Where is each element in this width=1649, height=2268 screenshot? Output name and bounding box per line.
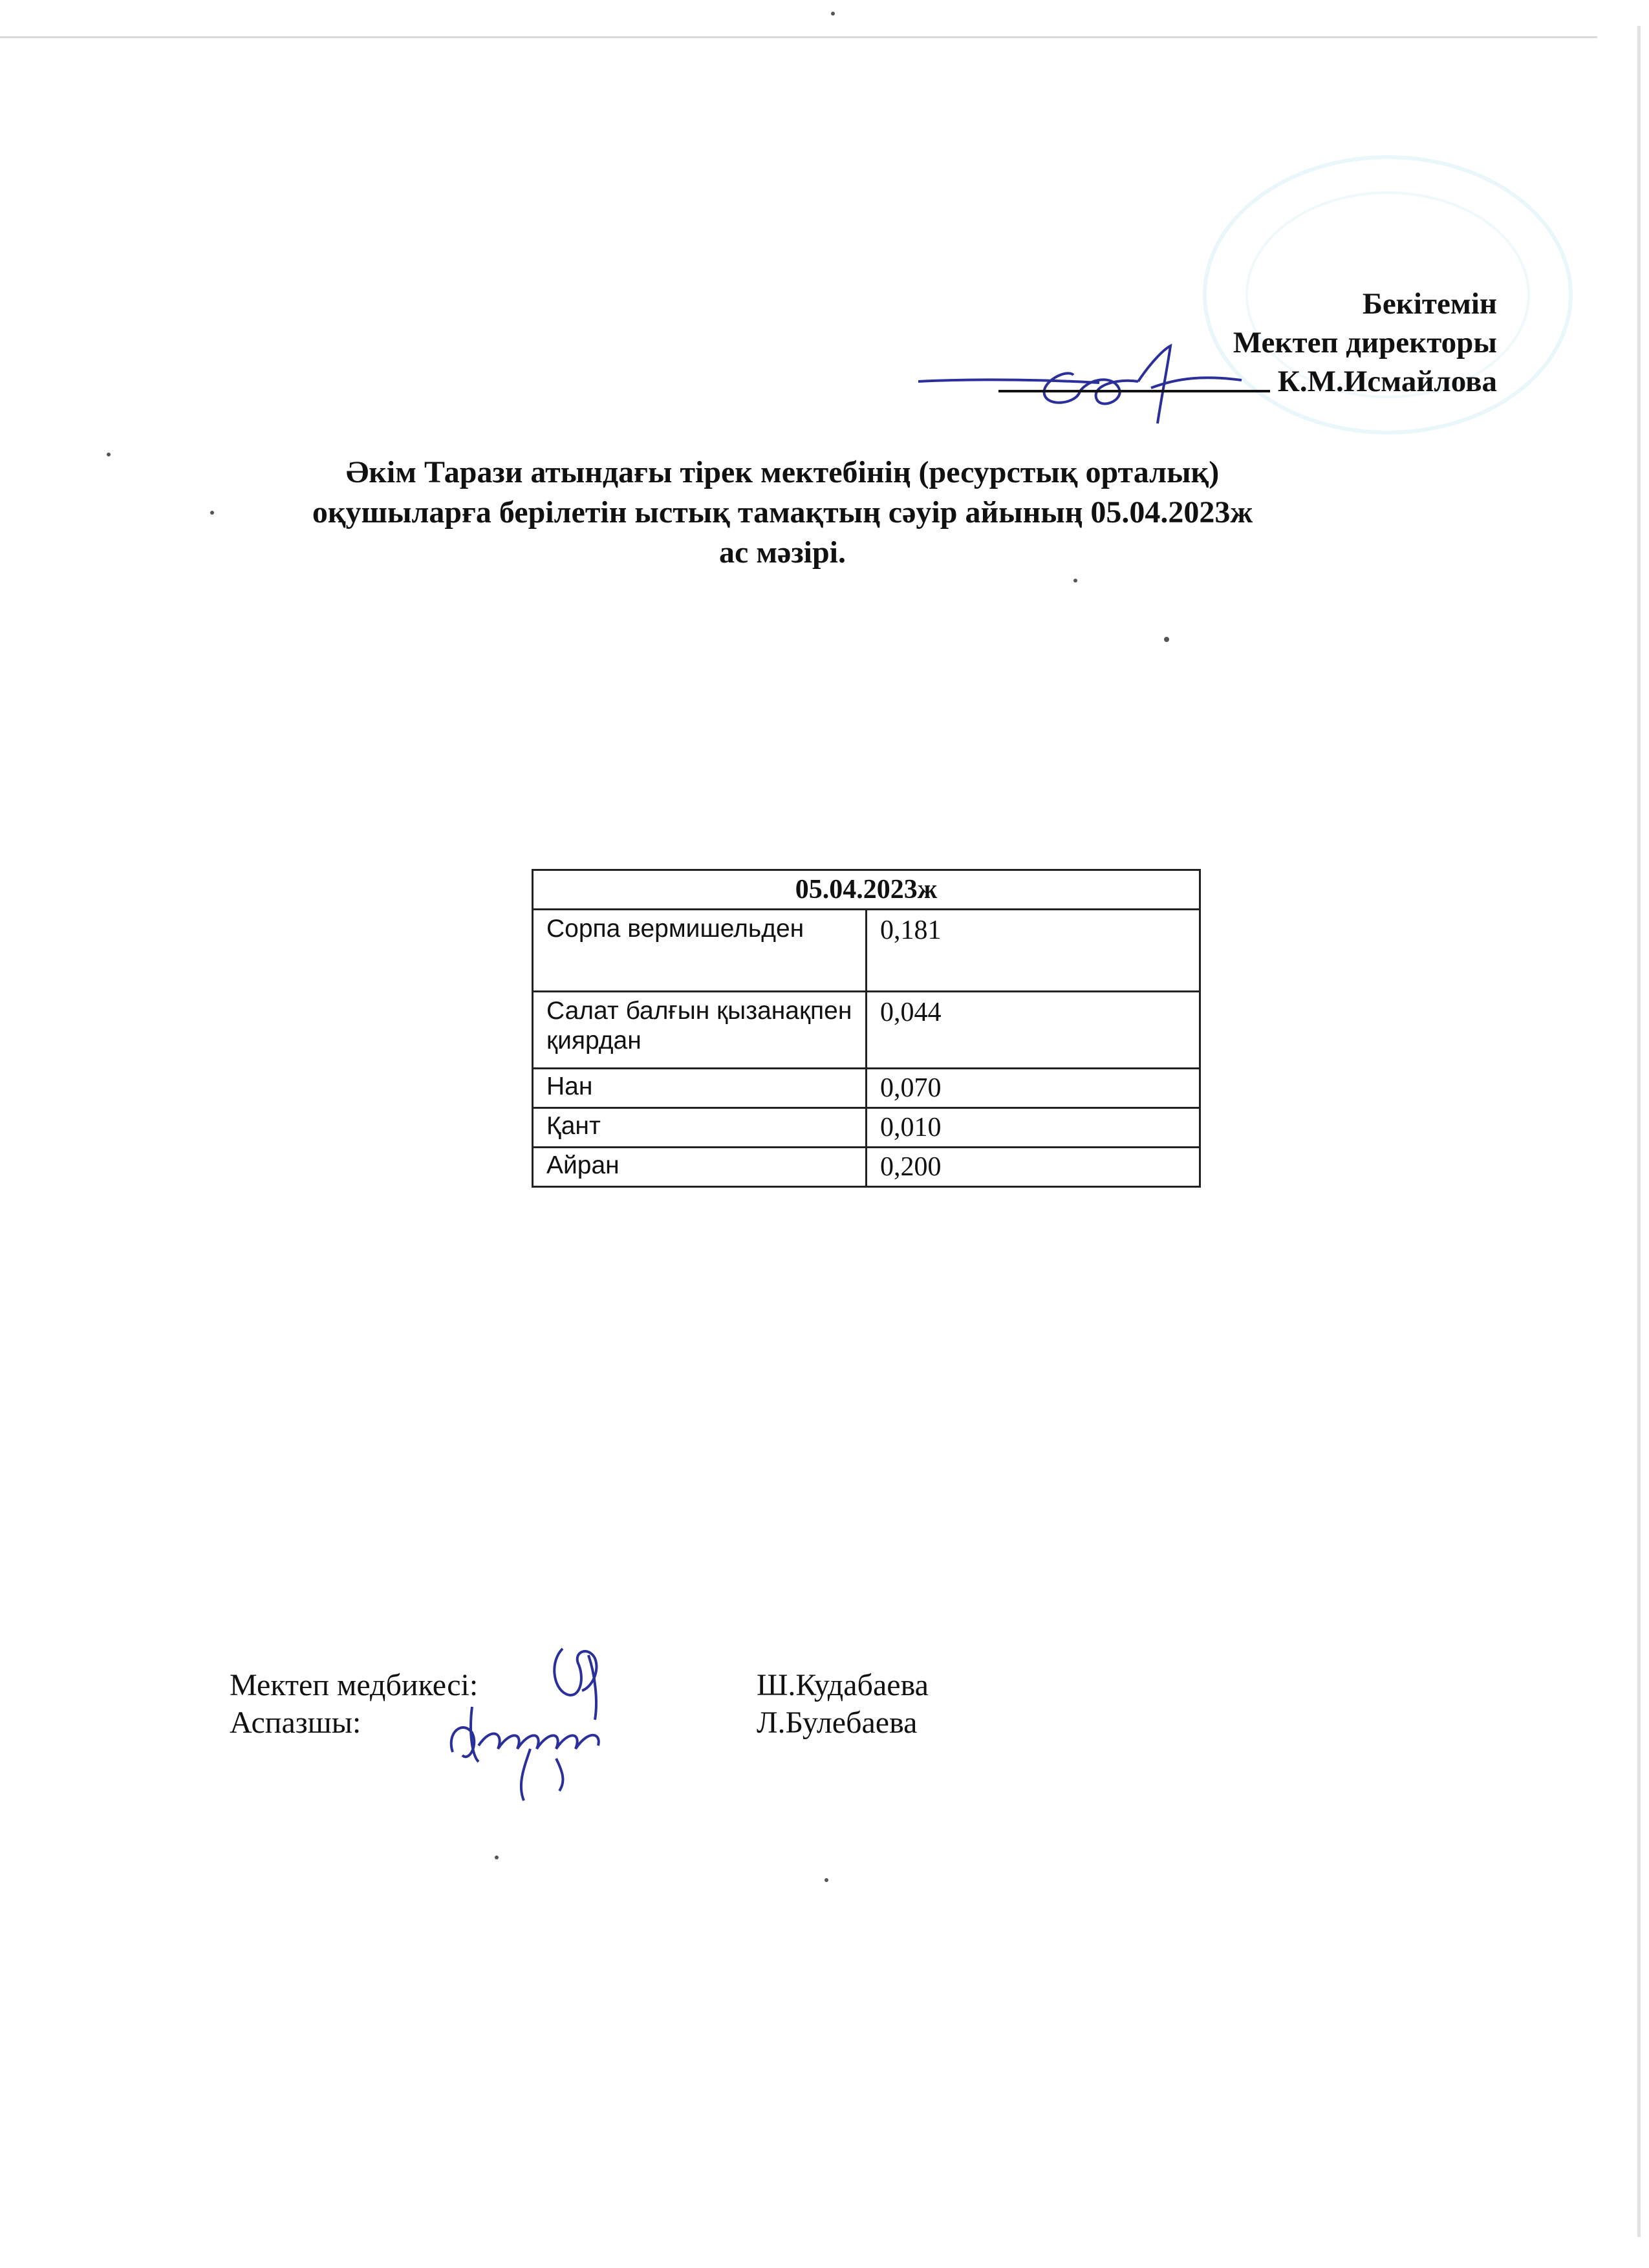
title-line-1: Әкім Тарази атындағы тірек мектебінің (ресурстық орталық) bbox=[345, 455, 1220, 489]
scan-speck bbox=[210, 511, 214, 515]
cook-name: Л.Булебаева bbox=[757, 1706, 918, 1740]
menu-item-qty: 0,070 bbox=[867, 1069, 1200, 1108]
menu-table bbox=[532, 869, 1201, 1188]
table-row bbox=[533, 910, 1200, 992]
table-row bbox=[533, 1148, 1200, 1187]
director-name: К.М.Исмайлова bbox=[1277, 365, 1497, 398]
staff-names bbox=[757, 1667, 929, 1742]
approval-signatory bbox=[998, 362, 1497, 401]
scan-edge-right bbox=[1637, 26, 1641, 2237]
title-line-3: ас мәзірі. bbox=[719, 535, 846, 570]
scan-speck bbox=[831, 12, 835, 16]
menu-date-header: 05.04.2023ж bbox=[533, 870, 1200, 910]
nurse-name: Ш.Кудабаева bbox=[757, 1668, 929, 1702]
menu-item-name: Нан bbox=[533, 1069, 867, 1108]
scan-speck bbox=[824, 1878, 828, 1882]
menu-item-qty: 0,181 bbox=[867, 910, 1200, 992]
scan-edge-top bbox=[0, 36, 1597, 38]
scan-speck bbox=[495, 1856, 499, 1859]
menu-item-name: Айран bbox=[533, 1148, 867, 1187]
signature-line bbox=[998, 390, 1270, 392]
menu-item-qty: 0,044 bbox=[867, 992, 1200, 1069]
table-row bbox=[533, 992, 1200, 1069]
approval-heading: Бекітемін bbox=[1362, 287, 1497, 321]
menu-item-qty: 0,200 bbox=[867, 1148, 1200, 1187]
table-row bbox=[533, 1069, 1200, 1108]
title-line-2: оқушыларға берілетін ыстық тамақтың сәуір айының 05.04.2023ж bbox=[312, 495, 1253, 530]
menu-item-qty: 0,010 bbox=[867, 1108, 1200, 1148]
menu-item-name: Қант bbox=[533, 1108, 867, 1148]
nurse-label: Мектеп медбикесі: bbox=[230, 1668, 479, 1702]
approval-block bbox=[998, 284, 1497, 401]
scan-speck bbox=[1164, 637, 1169, 642]
scan-speck bbox=[1073, 579, 1077, 583]
staff-signatures bbox=[433, 1636, 627, 1804]
menu-item-name: Сорпа вермишельден bbox=[533, 910, 867, 992]
scan-speck bbox=[107, 453, 111, 456]
menu-item-name: Салат балғын қызанақпен қиярдан bbox=[533, 992, 867, 1069]
table-row bbox=[533, 1108, 1200, 1148]
table-header-row bbox=[533, 870, 1200, 910]
cook-label: Аспазшы: bbox=[230, 1706, 361, 1740]
approval-position: Мектеп директоры bbox=[1233, 326, 1497, 359]
document-title bbox=[194, 453, 1371, 573]
